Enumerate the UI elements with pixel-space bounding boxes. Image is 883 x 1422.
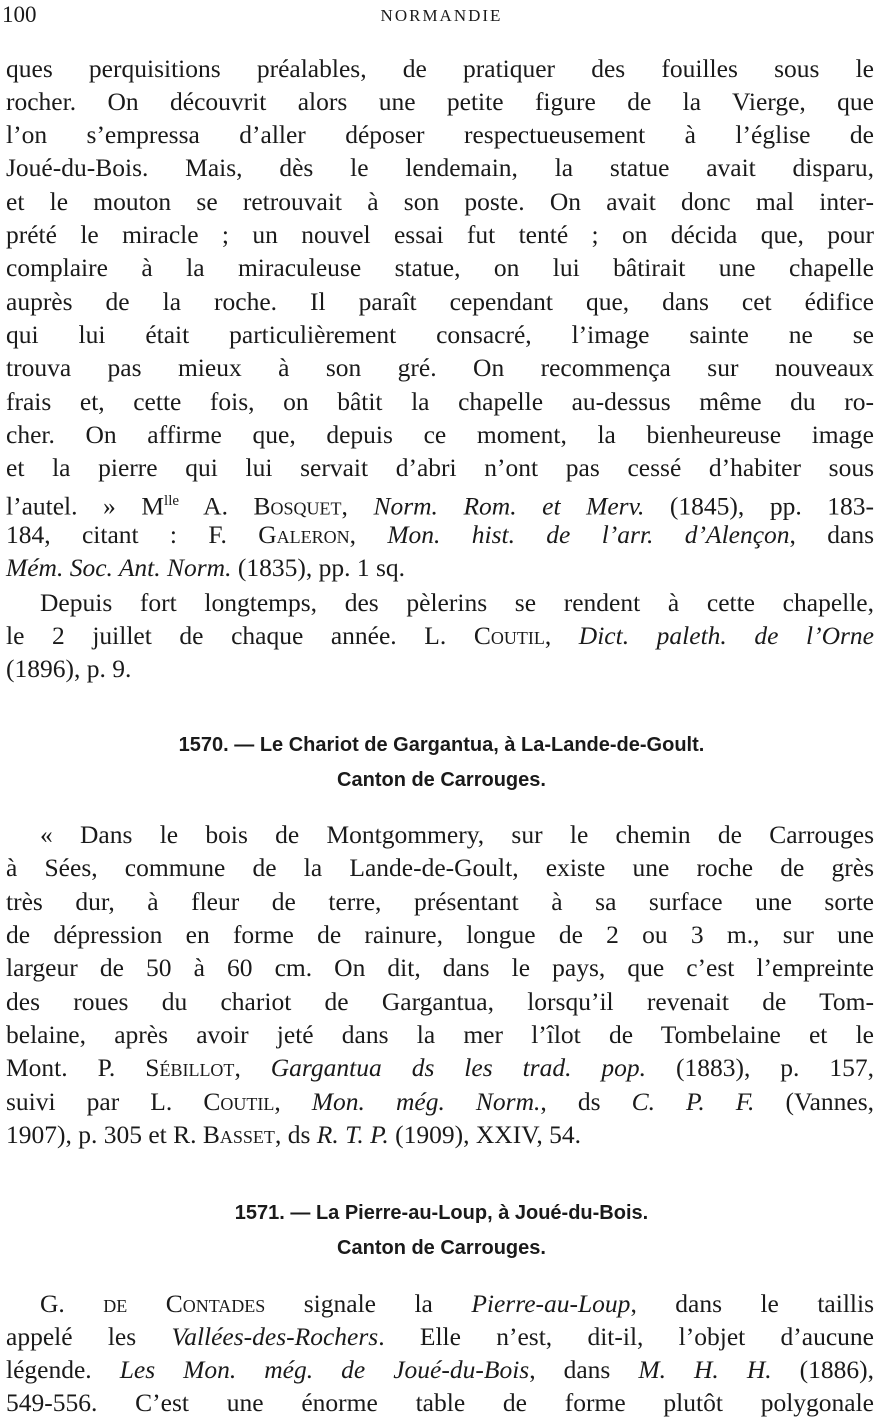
running-title: NORMANDIE xyxy=(380,6,503,25)
citation-work: R. T. P. xyxy=(316,1120,389,1149)
citation-author: Coutil xyxy=(203,1087,275,1116)
text-line: cher. On affirme que, depuis ce moment, la bienheureuse image xyxy=(6,420,874,449)
citation-line: (1896), p. 9. xyxy=(6,654,132,683)
text-line: trouva pas mieux à son gré. On recommença sur nouveaux xyxy=(6,353,874,382)
citation-line: 1907), p. 305 et R. Basset, ds R. T. P. (1909), XXIV, 54. xyxy=(6,1120,581,1149)
citation-author: de Contades xyxy=(103,1289,266,1318)
page-header xyxy=(0,2,883,30)
citation-work: Gargantua ds les trad. pop. xyxy=(270,1053,647,1082)
citation-work: Norm. Rom. et Merv. xyxy=(373,491,645,521)
text-line: très dur, à fleur de terre, présentant à sa surface une sorte xyxy=(6,887,874,916)
section-canton: Canton de Carrouges. xyxy=(337,1237,546,1259)
text-line: rocher. On découvrit alors une petite figure de la Vierge, que xyxy=(6,87,874,116)
section-title: 1571. — La Pierre-au-Loup, à Joué-du-Bois. xyxy=(234,1202,649,1224)
text-line: et la pierre qui lui servait d’abri n’ont pas cessé d’habiter sous xyxy=(6,453,874,482)
citation-author: Coutil xyxy=(473,621,545,650)
text-line: auprès de la roche. Il paraît cependant que, dans cet édifice xyxy=(6,287,874,316)
text-line: Joué-du-Bois. Mais, dès le lendemain, la statue avait disparu, xyxy=(6,153,874,182)
citation-author: Galeron xyxy=(258,520,350,549)
citation-line: suivi par L. Coutil, Mon. még. Norm., ds C. P. F. (Vannes, xyxy=(6,1087,875,1116)
section-canton: Canton de Carrouges. xyxy=(337,769,546,791)
citation-work: C. P. F. xyxy=(631,1087,755,1116)
citation-work: Vallées-des-Rochers xyxy=(171,1322,379,1351)
text-line: de dépression en forme de rainure, longue de 2 ou 3 m., sur une xyxy=(6,920,874,949)
text-line: Depuis fort longtemps, des pèlerins se rendent à cette chapelle, xyxy=(40,588,874,617)
text-line: prété le miracle ; un nouvel essai fut tenté ; on décida que, pour xyxy=(6,220,874,249)
text-line: qui lui était particulièrement consacré, l’image sainte ne se xyxy=(6,320,874,349)
text-line: appelé les Vallées-des-Rochers. Elle n’est, dit-il, l’objet d’aucune xyxy=(6,1322,874,1351)
text-line: G. de Contades signale la Pierre-au-Loup, dans le taillis xyxy=(40,1289,875,1318)
citation-work: Mém. Soc. Ant. Norm. xyxy=(6,553,232,582)
text-line: frais et, cette fois, on bâtit la chapelle au-dessus même du ro- xyxy=(6,387,874,416)
citation-work: Les Mon. még. de Joué-du-Bois xyxy=(119,1355,530,1384)
citation-work: Dict. paleth. de l’Orne xyxy=(578,621,875,650)
citation-work: Mon. még. Norm. xyxy=(311,1087,541,1116)
text-line: « Dans le bois de Montgommery, sur le chemin de Carrouges xyxy=(40,820,874,849)
citation-work: Mon. hist. de l’arr. d’Alençon xyxy=(387,520,790,549)
text-line: belaine, après avoir jeté dans la mer l’îlot de Tombelaine et le xyxy=(6,1020,874,1049)
text-line: légende. Les Mon. még. de Joué-du-Bois, dans M. H. H. (1886), xyxy=(6,1355,875,1384)
text-line: largeur de 50 à 60 cm. On dit, dans le pays, que c’est l’empreinte xyxy=(6,953,874,982)
citation-line: 184, citant : F. Galeron, Mon. hist. de l’arr. d’Alençon, dans xyxy=(6,520,874,549)
citation-line: le 2 juillet de chaque année. L. Coutil, Dict. paleth. de l’Orne xyxy=(6,621,875,650)
citation-author: Bosquet xyxy=(253,491,342,521)
citation-work: M. H. H. xyxy=(638,1355,772,1384)
text-line: à Sées, commune de la Lande-de-Goult, existe une roche de grès xyxy=(6,853,874,882)
citation-author: Basset xyxy=(202,1120,275,1149)
text-line: des roues du chariot de Gargantua, lorsqu’il revenait de Tom- xyxy=(6,987,874,1016)
section-title: 1570. — Le Chariot de Gargantua, à La-Lande-de-Goult. xyxy=(178,734,705,756)
text-line: complaire à la miraculeuse statue, on lui bâtirait une chapelle xyxy=(6,253,874,282)
text-line: ques perquisitions préalables, de pratiquer des fouilles sous le xyxy=(6,54,874,83)
citation-line: Mém. Soc. Ant. Norm. (1835), pp. 1 sq. xyxy=(6,553,406,582)
citation-line: l’autel. » $M^{lle}$ A. Bosquet, Norm. Rom. et Merv. (1845), pp. 183- xyxy=(6,491,874,521)
text-line: et le mouton se retrouvait à son poste. On avait donc mal inter- xyxy=(6,187,874,216)
text-line: l’on s’empressa d’aller déposer respectueusement à l’église de xyxy=(6,120,874,149)
page-number: 100 xyxy=(2,2,37,27)
text-line: 549-556. C’est une énorme table de forme plutôt polygonale xyxy=(6,1388,874,1417)
citation-work: Pierre-au-Loup xyxy=(471,1289,631,1318)
citation-line: Mont. P. Sébillot, Gargantua ds les trad. pop. (1883), p. 157, xyxy=(6,1053,874,1082)
citation-author: Sébillot xyxy=(145,1053,235,1082)
